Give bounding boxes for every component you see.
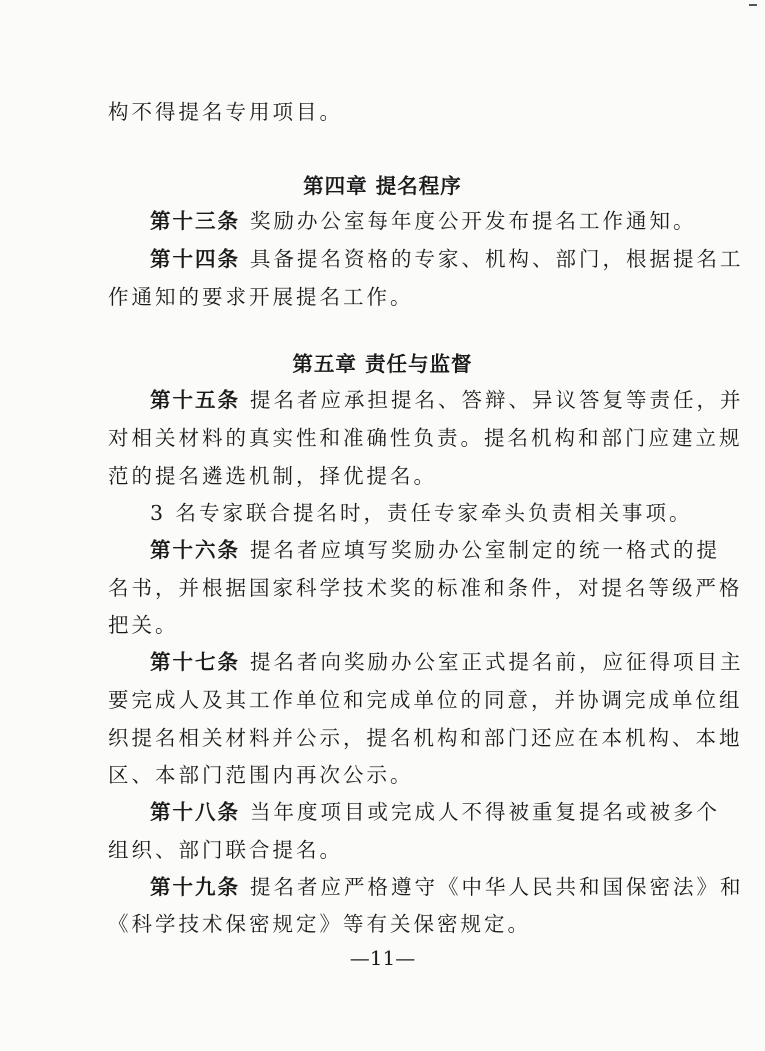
article-19 [150,873,744,901]
article-18-text-1: 当年度项目或完成人不得被重复提名或被多个 [250,800,720,824]
article-19-text-1: 提名者应严格遵守《中华人民共和国保密法》和 [250,875,744,899]
article-13-text: 奖励办公室每年度公开发布提名工作通知。 [250,209,697,233]
article-15-text-3: 范的提名遴选机制，择优提名。 [108,464,437,488]
article-18 [150,798,720,826]
article-18-label: 第十八条 [150,800,240,824]
article-14-text-2: 作通知的要求开展提名工作。 [108,285,414,309]
article-17 [150,648,744,676]
article-14 [150,245,744,273]
article-16-text-3: 把关。 [108,613,179,637]
article-17-text-4: 区、本部门范围内再次公示。 [108,763,414,787]
article-13-label: 第十三条 [150,209,240,233]
article-19-text-2: 《科学技术保密规定》等有关保密规定。 [108,912,531,936]
article-17-label: 第十七条 [150,650,240,674]
chapter-4-heading: 第四章 提名程序 [303,174,462,198]
article-16-label: 第十六条 [150,538,240,562]
article-16-text-2: 名书，并根据国家科学技术奖的标准和条件，对提名等级严格 [108,576,743,600]
article-15-text-2: 对相关材料的真实性和准确性负责。提名机构和部门应建立规 [108,426,743,450]
article-17-text-2: 要完成人及其工作单位和完成单位的同意，并协调完成单位组 [108,688,743,712]
continued-line: 构不得提名专用项目。 [108,100,343,124]
paragraph-joint-nomination: 3 名专家联合提名时，责任专家牵头负责相关事项。 [150,501,693,525]
article-14-label: 第十四条 [150,247,240,271]
article-17-text-1: 提名者向奖励办公室正式提名前，应征得项目主 [250,650,744,674]
article-15 [150,386,744,414]
article-14-text-1: 具备提名资格的专家、机构、部门，根据提名工 [250,247,744,271]
scan-corner-mark [749,4,757,6]
page-number: —11— [349,946,416,970]
article-16 [150,536,720,564]
article-19-label: 第十九条 [150,875,240,899]
article-15-label: 第十五条 [150,388,240,412]
article-15-text-1: 提名者应承担提名、答辩、异议答复等责任，并 [250,388,744,412]
article-16-text-1: 提名者应填写奖励办公室制定的统一格式的提 [250,538,720,562]
article-17-text-3: 织提名相关材料并公示，提名机构和部门还应在本机构、本地 [108,726,743,750]
article-13 [150,207,697,235]
chapter-5-heading: 第五章 责任与监督 [292,352,473,376]
article-18-text-2: 组织、部门联合提名。 [108,838,343,862]
